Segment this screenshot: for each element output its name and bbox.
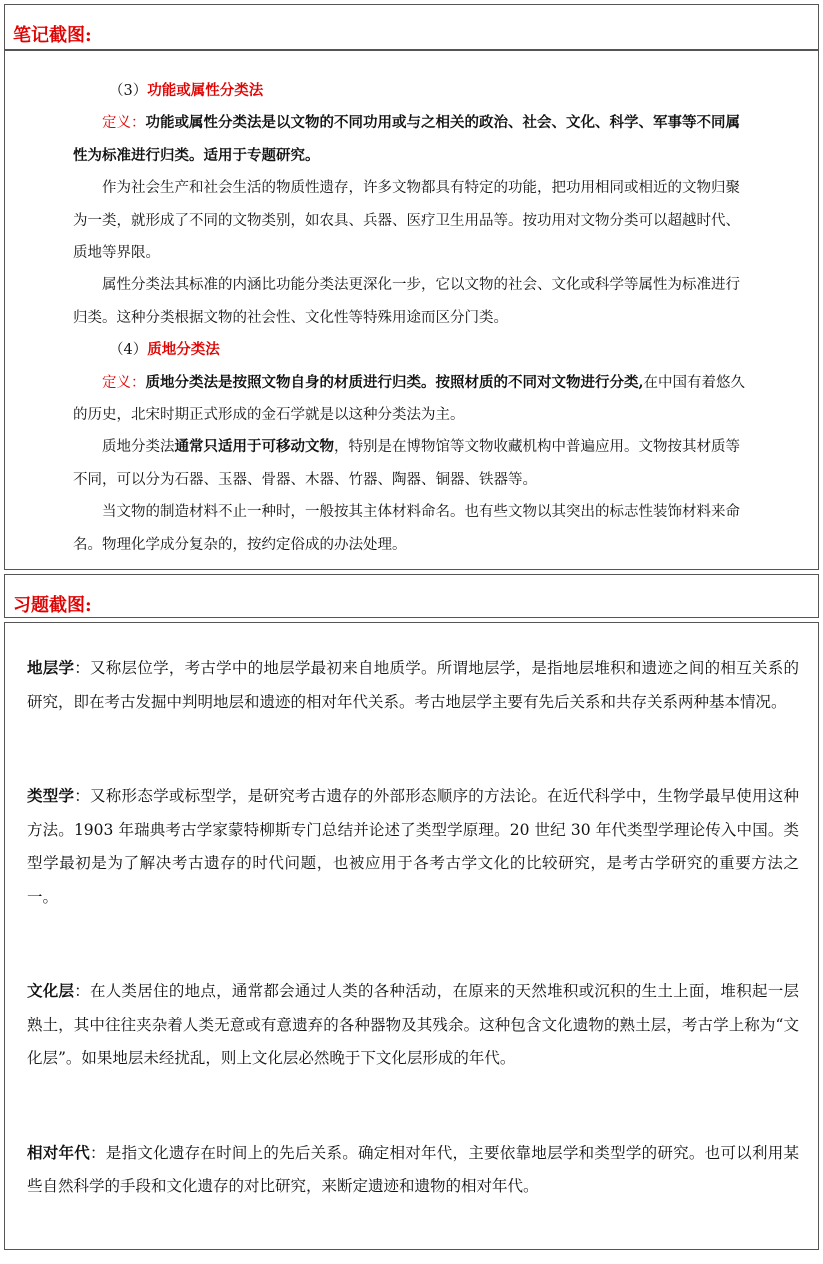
section4-para2: 当文物的制造材料不止一种时，一般按其主体材料命名。也有些文物以其突出的标志性装饰材料来命名。物理化学成分复杂的，按约定俗成的办法处理。	[73, 504, 740, 553]
exercises-content	[27, 651, 799, 1264]
exercise-text: ：又称形态学或标型学，是研究考古遗存的外部形态顺序的方法论。在近代科学中，生物学最早使用这种方法。1903 年瑞典考古学家蒙特柳斯专门总结并论述了类型学原理。20 世纪 30 年代类型学理论传入中国。类型学最初是为了解决考古遗存的时代问题，也被应用于各考古学文化的比较研究，是考古学研究的重要方法之一。	[27, 787, 799, 906]
section3-def-text: 功能或属性分类法是以文物的不同功用或与之相关的政治、社会、文化、科学、军事等不同属性为标准进行归类。适用于专题研究。	[73, 114, 740, 164]
section3-para2: 属性分类法其标准的内涵比功能分类法更深化一步，它以文物的社会、文化或科学等属性为标准进行归类。这种分类根据文物的社会性、文化性等特殊用途而区分门类。	[73, 277, 740, 326]
exercise-item	[27, 1136, 799, 1204]
exercises-header	[4, 574, 819, 618]
exercise-item	[27, 651, 799, 719]
exercise-text: ：是指文化遗存在时间上的先后关系。确定相对年代，主要依靠地层学和类型学的研究。也可以利用某些自然科学的手段和文化遗存的对比研究，来断定遗迹和遗物的相对年代。	[27, 1143, 799, 1195]
exercise-term: 地层学	[27, 658, 75, 677]
section4-def-label: 定义：	[102, 374, 146, 391]
notes-body	[4, 50, 819, 570]
section3-title	[73, 75, 753, 107]
section4-definition	[73, 367, 753, 432]
exercise-item	[27, 779, 799, 914]
exercise-term: 文化层	[27, 981, 75, 1000]
exercise-text: ：在人类居住的地点，通常都会通过人类的各种活动，在原来的天然堆积或沉积的生土上面，堆积起一层熟土，其中往往夹杂着人类无意或有意遗弃的各种器物及其残余。这种包含文化遗物的熟土层，考古学上称为“文化层”。如果地层未经扰乱，则上文化层必然晚于下文化层形成的年代。	[27, 982, 799, 1067]
notes-content	[73, 75, 753, 561]
section3-definition	[73, 107, 753, 172]
section4-title	[73, 334, 753, 366]
section4-para1-b: 通常只适用于可移动文物	[174, 438, 334, 456]
section4-title-text: 质地分类法	[147, 341, 220, 359]
exercises-body	[4, 622, 819, 1250]
notes-header	[4, 4, 819, 50]
section4-def-plain: 在中国有着悠久的历史，北宋时期正式形成的金石学就是以这种分类法为主。	[73, 374, 746, 424]
section4-def-bold: 质地分类法是按照文物自身的材质进行归类。按照材质的不同对文物进行分类,	[145, 373, 644, 391]
section4-para1-c: ，特别是在博物馆等文物收藏机构中普遍应用。文物按其材质等不同，可以分为石器、玉器、骨器、木器、竹器、陶器、铜器、铁器等。	[73, 439, 740, 488]
exercise-text: ：又称层位学，考古学中的地层学最初来自地质学。所谓地层学，是指地层堆积和遗迹之间的相互关系的研究，即在考古发掘中判明地层和遗迹的相对年代关系。考古地层学主要有先后关系和共存关系两种基本情况。	[27, 659, 799, 711]
section3-para1: 作为社会生产和社会生活的物质性遗存，许多文物都具有特定的功能，把功用相同或相近的文物归聚为一类，就形成了不同的文物类别，如农具、兵器、医疗卫生用品等。按功用对文物分类可以超越时代、质地等界限。	[73, 180, 740, 262]
section4-para1-a: 质地分类法	[102, 439, 175, 456]
section3-title-text: 功能或属性分类法	[147, 82, 264, 99]
exercise-term: 类型学	[27, 786, 75, 805]
section3-title-num: （3）	[109, 83, 148, 99]
section4-title-num: （4）	[109, 342, 148, 359]
exercise-term: 相对年代	[27, 1142, 91, 1162]
exercise-item	[27, 974, 799, 1076]
exercises-header-label: 习题截图:	[13, 595, 92, 616]
notes-header-label: 笔记截图:	[13, 25, 92, 46]
section3-def-label: 定义：	[102, 115, 146, 132]
section4-para1	[73, 431, 753, 496]
